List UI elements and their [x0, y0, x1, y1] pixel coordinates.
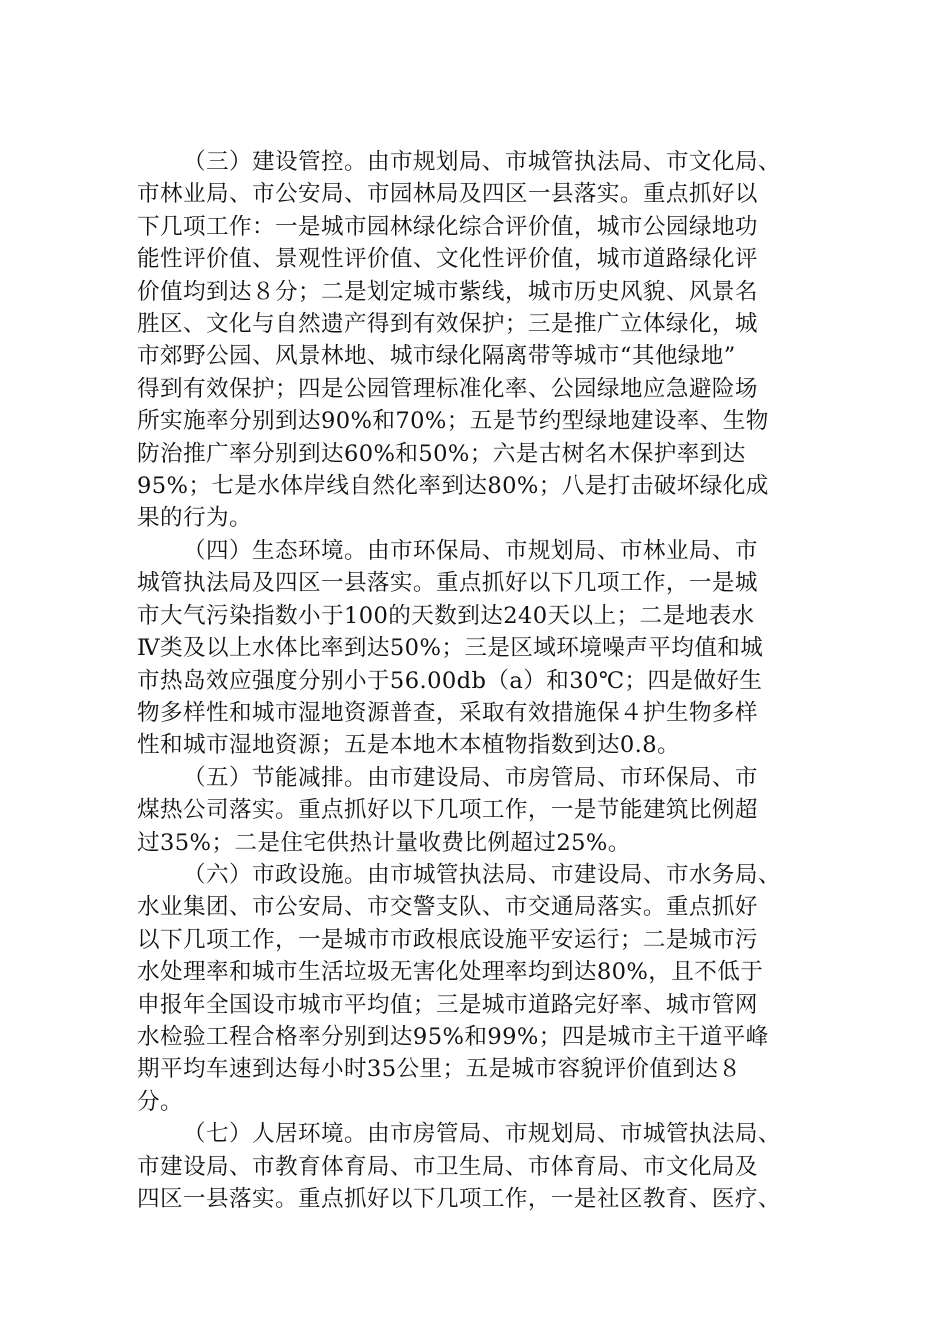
text-line: 果的行为。 — [137, 505, 252, 532]
document-page — [137, 146, 827, 1215]
text-line: 防治推广率分别到达60%和50%；六是古树名木保护率到达 — [137, 440, 746, 467]
text-line: （七）人居环境。由市房管局、市规划局、市城管执法局、 — [183, 1121, 781, 1148]
text-line: 分。 — [137, 1088, 183, 1115]
text-line: 过35%；二是住宅供热计量收费比例超过25%。 — [137, 829, 631, 856]
text-line: 所实施率分别到达90%和70%；五是节约型绿地建设率、生物 — [137, 408, 769, 435]
text-line: Ⅳ类及以上水体比率到达50%；三是区域环境噪声平均值和城 — [137, 635, 764, 662]
text-line: 得到有效保护；四是公园管理标准化率、公园绿地应急避险场 — [137, 375, 758, 402]
text-line: 市建设局、市教育体育局、市卫生局、市体育局、市文化局及 — [137, 1153, 758, 1180]
text-line: 申报年全国设市城市平均值；三是城市道路完好率、城市管网 — [137, 991, 758, 1018]
text-line: （三）建设管控。由市规划局、市城管执法局、市文化局、 — [183, 149, 781, 175]
text-line: （六）市政设施。由市城管执法局、市建设局、市水务局、 — [183, 861, 781, 888]
text-line: 水检验工程合格率分别到达95%和99%；四是城市主干道平峰 — [137, 1023, 769, 1050]
text-line: 市郊野公园、风景林地、城市绿化隔离带等城市“其他绿地” — [137, 343, 736, 370]
text-line: 能性评价值、景观性评价值、文化性评价值，城市道路绿化评 — [137, 246, 758, 273]
text-line: 市林业局、市公安局、市园林局及四区一县落实。重点抓好以 — [137, 181, 758, 208]
text-line: 下几项工作：一是城市园林绿化综合评价值，城市公园绿地功 — [137, 213, 758, 240]
text-line: 水业集团、市公安局、市交警支队、市交通局落实。重点抓好 — [137, 894, 758, 921]
paragraph-energy-saving — [137, 762, 827, 859]
paragraph-ecological-environment — [137, 535, 827, 762]
text-line: 四区一县落实。重点抓好以下几项工作，一是社区教育、医疗、 — [137, 1186, 781, 1212]
text-line: 胜区、文化与自然遗产得到有效保护；三是推广立体绿化，城 — [137, 311, 758, 338]
text-line: 煤热公司落实。重点抓好以下几项工作，一是节能建筑比例超 — [137, 797, 758, 824]
paragraph-construction-control — [137, 146, 827, 535]
text-line: 市大气污染指数小于100的天数到达240天以上；二是地表水 — [137, 602, 755, 629]
text-line: 市热岛效应强度分别小于56.00db（a）和30℃；四是做好生 — [137, 667, 763, 694]
text-line: 期平均车速到达每小时35公里；五是城市容貌评价值到达８ — [137, 1056, 742, 1083]
text-line: 价值均到达８分；二是划定城市紫线，城市历史风貌、风景名 — [137, 278, 758, 305]
text-line: （五）节能减排。由市建设局、市房管局、市环保局、市 — [183, 764, 758, 791]
text-line: （四）生态环境。由市环保局、市规划局、市林业局、市 — [183, 537, 758, 564]
text-line: 物多样性和城市湿地资源普查，采取有效措施保４护生物多样 — [137, 699, 758, 726]
paragraph-living-environment — [137, 1118, 827, 1215]
text-line: 水处理率和城市生活垃圾无害化处理率均到达80%，且不低于 — [137, 959, 764, 986]
text-line: 以下几项工作，一是城市市政根底设施平安运行；二是城市污 — [137, 926, 758, 953]
text-line: 城管执法局及四区一县落实。重点抓好以下几项工作，一是城 — [137, 570, 758, 597]
paragraph-municipal-facilities — [137, 859, 827, 1118]
text-line: 95%；七是水体岸线自然化率到达80%；八是打击破坏绿化成 — [137, 473, 769, 500]
text-line: 性和城市湿地资源；五是本地木本植物指数到达0.8。 — [137, 732, 680, 759]
